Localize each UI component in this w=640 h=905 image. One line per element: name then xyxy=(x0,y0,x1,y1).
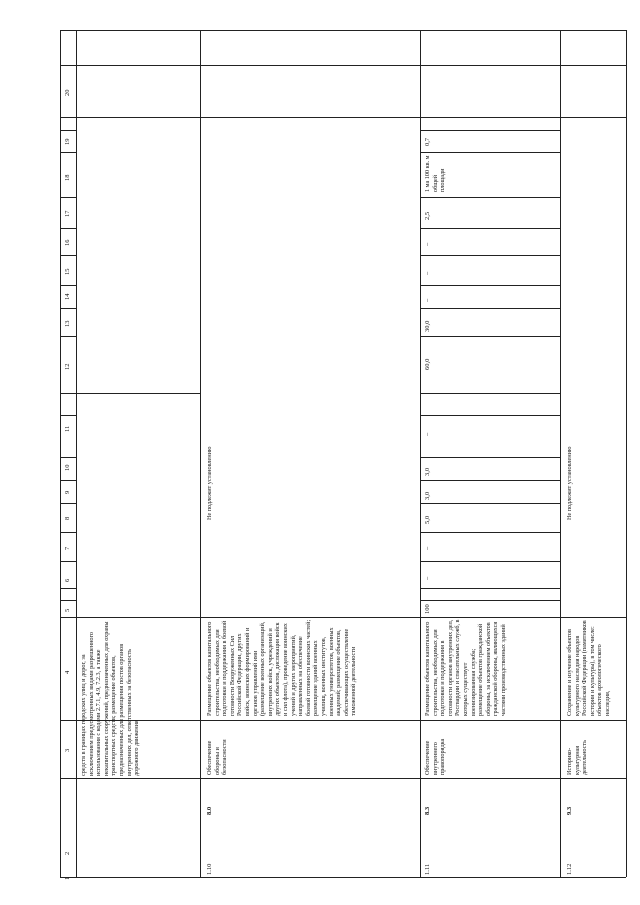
cell-value: 0,7 xyxy=(424,137,431,146)
grid-line xyxy=(60,778,626,779)
row-name: Обеспечение внутреннего правопорядка xyxy=(424,738,447,775)
grid-line xyxy=(420,561,560,562)
col-number: 9 xyxy=(64,490,71,494)
col-number: 17 xyxy=(64,210,71,217)
row-name: Историко-культурная деятельность xyxy=(566,740,589,775)
grid-line xyxy=(60,503,76,504)
grid-line xyxy=(420,130,560,131)
col-number: 12 xyxy=(64,363,71,370)
grid-line xyxy=(76,30,77,877)
col-number: 16 xyxy=(64,239,71,246)
grid-line xyxy=(420,152,560,153)
grid-line xyxy=(420,480,560,481)
grid-line xyxy=(420,532,560,533)
prev-row-text: средств в границах городских улиц и дорог, за исключением предусмотренных видами разрешенного использования с кодами 2.7.1, 4.9, 7.2.3, а также некапитальных сооружений, предназначенных для охраны транспортных средств; размещение объектов, предназначенных для размещения постов органов внутренних дел, ответственных за безопасность дорожного движения xyxy=(80,621,141,776)
grid-line xyxy=(420,503,560,504)
row-note: Не подлежит установлению xyxy=(566,446,573,520)
col-number: 7 xyxy=(64,546,71,550)
grid-line xyxy=(60,117,626,118)
col-number: 6 xyxy=(64,578,71,582)
grid-line xyxy=(420,415,560,416)
grid-line xyxy=(420,308,560,309)
grid-line xyxy=(560,30,561,877)
grid-line xyxy=(420,255,560,256)
col-number: 5 xyxy=(64,608,71,612)
col-number: 11 xyxy=(64,425,71,432)
cell-value: – xyxy=(424,271,431,275)
grid-line xyxy=(420,30,421,877)
grid-line xyxy=(60,393,200,394)
grid-line xyxy=(60,130,76,131)
row-description: Сохранение и изучение объектов культурного наследия народов Российской Федерации (памятников истории и культуры), в том числе: объектов археологического наследия, xyxy=(566,620,611,716)
col-number: 18 xyxy=(64,174,71,181)
col-number: 13 xyxy=(64,320,71,327)
col-number: 2 xyxy=(64,851,71,855)
grid-line xyxy=(60,600,76,601)
grid-line xyxy=(60,228,76,229)
cell-value: 30,0 xyxy=(424,320,431,332)
col-number: 8 xyxy=(64,516,71,520)
col-number: 1 xyxy=(64,876,71,880)
cell-value: 2,5 xyxy=(424,211,431,220)
cell-value: 3,0 xyxy=(424,491,431,500)
row-code: 8.0 xyxy=(206,806,213,815)
grid-line xyxy=(60,720,626,721)
col-number: 4 xyxy=(64,670,71,674)
cell-value: 100 xyxy=(424,604,431,614)
grid-line xyxy=(60,336,76,337)
grid-line xyxy=(60,532,76,533)
cell-value: 3,0 xyxy=(424,467,431,476)
row-description: Размещение объектов капитального строительства, необходимых для подготовки и поддержания в готовности органов внутренних дел, Росгвардии и спасательных служб, в которых существует военизированная служба; размещение объектов гражданской обороны, за исключением объектов гражданской обороны, являющихся частями производственных зданий xyxy=(424,619,507,716)
grid-line xyxy=(60,877,626,878)
grid-line xyxy=(60,393,76,394)
cell-value: – xyxy=(424,298,431,302)
row-code: 8.3 xyxy=(424,806,431,815)
grid-line xyxy=(60,285,76,286)
grid-line xyxy=(420,197,560,198)
grid-line xyxy=(60,197,76,198)
row-id: 1.11 xyxy=(424,863,431,875)
grid-line xyxy=(60,480,76,481)
grid-line xyxy=(60,65,626,66)
grid-line xyxy=(626,30,627,877)
grid-line xyxy=(60,457,76,458)
grid-line xyxy=(60,588,76,589)
row-description: Размещение объектов капитального строительства, необходимых для подготовки и поддержания в боевой готовности Вооруженных Сил Российской Федерации, других войск, воинских формирований и органов управлений ими (размещение военных организаций, внутренних войск, учреждений и других объектов, дислокация войск и сил флота), проведение воинских учений и других мероприятий, направленных на обеспечение боевой готовности воинских частей; размещение зданий военных училищ, военных институтов, военных университетов, военных академий; размещение объектов, обеспечивающих осуществление таможенной деятельности xyxy=(206,619,358,716)
col-number: 14 xyxy=(64,293,71,300)
grid-line xyxy=(60,255,76,256)
cell-value: – xyxy=(424,546,431,550)
row-code: 9.3 xyxy=(566,806,573,815)
grid-line xyxy=(200,30,201,877)
grid-line xyxy=(420,228,560,229)
cell-value: 1 ма 100 кв. м общей площади xyxy=(424,155,447,192)
row-id: 1.10 xyxy=(206,863,213,875)
grid-line xyxy=(60,30,626,31)
col-number: 10 xyxy=(64,464,71,471)
grid-line xyxy=(60,561,76,562)
grid-line xyxy=(60,308,76,309)
cell-value: – xyxy=(424,576,431,580)
cell-value: – xyxy=(424,432,431,436)
grid-line xyxy=(60,30,61,877)
col-number: 19 xyxy=(64,138,71,145)
cell-value: 5,0 xyxy=(424,515,431,524)
grid-line xyxy=(420,600,560,601)
cell-value: – xyxy=(424,242,431,246)
col-number: 20 xyxy=(64,89,71,96)
row-note: Не подлежит установлению xyxy=(206,446,213,520)
row-id: 1.12 xyxy=(566,863,573,875)
grid-line xyxy=(420,336,560,337)
col-number: 3 xyxy=(64,748,71,752)
grid-line xyxy=(60,415,76,416)
grid-line xyxy=(420,393,560,394)
grid-line xyxy=(420,285,560,286)
col-number: 15 xyxy=(64,268,71,275)
cell-value: 60,0 xyxy=(424,358,431,370)
row-name: Обеспечение обороны и безопасности xyxy=(206,739,229,775)
grid-line xyxy=(60,152,76,153)
grid-line xyxy=(420,588,560,589)
grid-line xyxy=(420,457,560,458)
